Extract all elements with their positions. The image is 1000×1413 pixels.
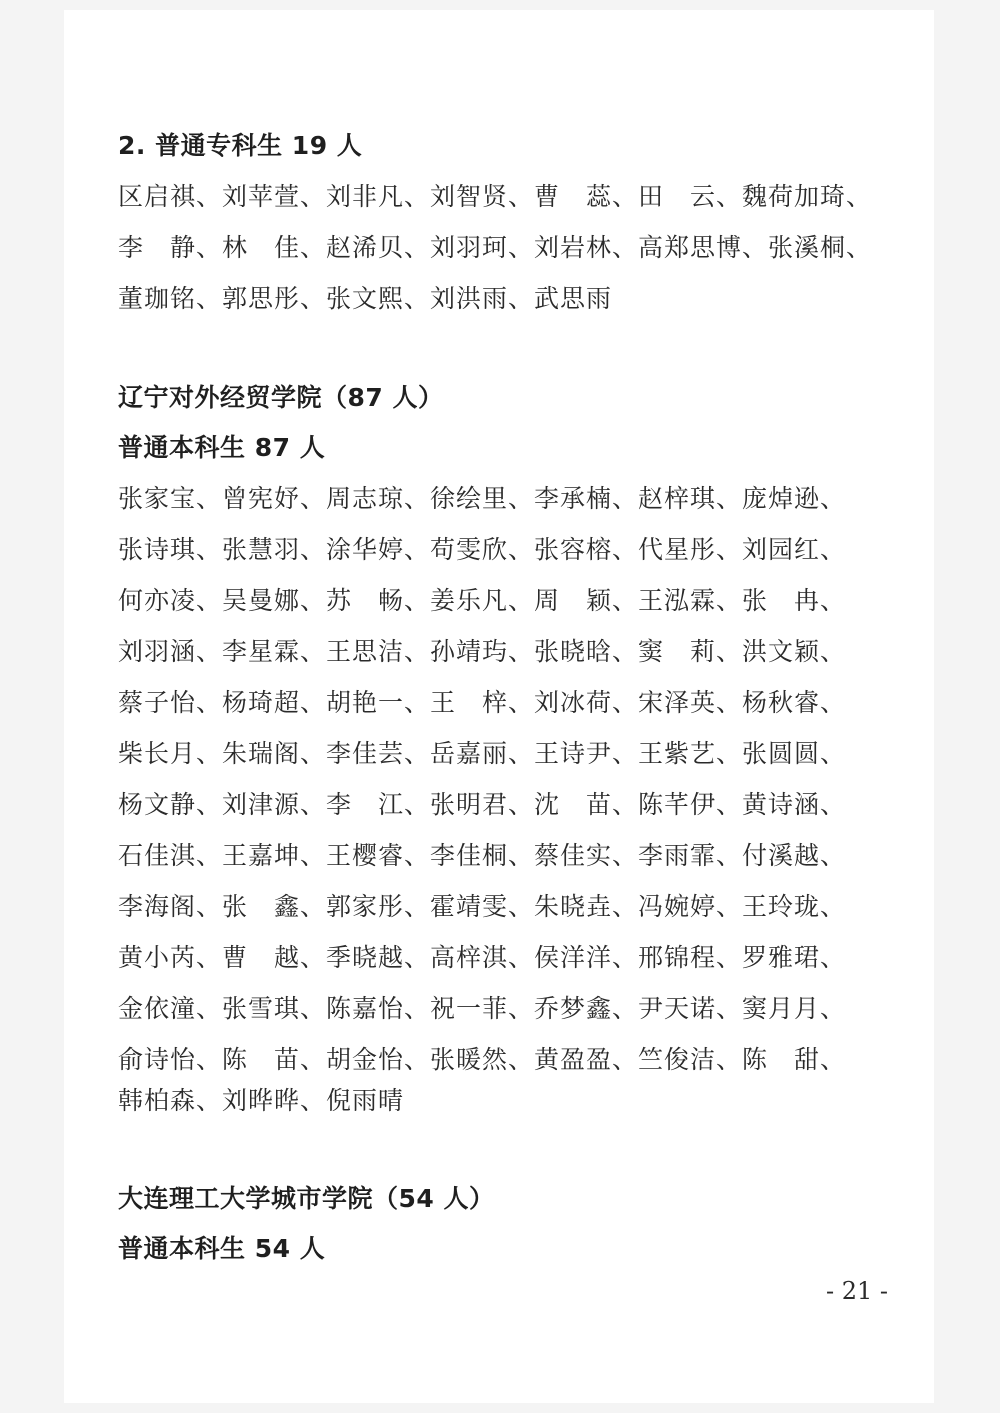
section1-names-line-1: 区启祺、刘苹萱、刘非凡、刘智贤、曹 蕊、田 云、魏荷加琦、 bbox=[118, 182, 873, 211]
section2-names-line-6: 柴长月、朱瑞阁、李佳芸、岳嘉丽、王诗尹、王紫艺、张圆圆、 bbox=[118, 739, 847, 768]
page-number: - 21 - bbox=[826, 1277, 889, 1305]
section2-names-line-8: 石佳淇、王嘉坤、王樱睿、李佳桐、蔡佳实、李雨霏、付溪越、 bbox=[118, 841, 847, 870]
section1-subheading: 2. 普通专科生 19 人 bbox=[118, 131, 363, 160]
section2-institution-heading: 辽宁对外经贸学院（87 人） bbox=[118, 383, 444, 412]
section2-names-line-13: 韩柏森、刘晔晔、倪雨晴 bbox=[118, 1086, 405, 1115]
section2-names-line-10: 黄小芮、曹 越、季晓越、高梓淇、侯洋洋、邢锦程、罗雅珺、 bbox=[118, 943, 847, 972]
section2-names-line-9: 李海阁、张 鑫、郭家彤、霍靖雯、朱晓垚、冯婉婷、王玲珑、 bbox=[118, 892, 847, 921]
section2-names-line-2: 张诗琪、张慧羽、涂华婷、苟雯欣、张容榕、代星彤、刘园红、 bbox=[118, 535, 847, 564]
section2-names-line-12: 俞诗怡、陈 苗、胡金怡、张暖然、黄盈盈、竺俊洁、陈 甜、 bbox=[118, 1045, 847, 1074]
section2-names-line-1: 张家宝、曾宪妤、周志琼、徐绘里、李承楠、赵梓琪、庞焯逊、 bbox=[118, 484, 847, 513]
section2-names-line-3: 何亦凌、吴曼娜、苏 畅、姜乐凡、周 颖、王泓霖、张 冉、 bbox=[118, 586, 847, 615]
section2-names-line-7: 杨文静、刘津源、李 江、张明君、沈 苗、陈芊伊、黄诗涵、 bbox=[118, 790, 847, 819]
section2-names-line-11: 金依潼、张雪琪、陈嘉怡、祝一菲、乔梦鑫、尹天诺、窦月月、 bbox=[118, 994, 847, 1023]
section3-institution-heading: 大连理工大学城市学院（54 人） bbox=[118, 1184, 495, 1213]
section2-names-line-5: 蔡子怡、杨琦超、胡艳一、王 梓、刘冰荷、宋泽英、杨秋睿、 bbox=[118, 688, 847, 717]
section1-names-line-2: 李 静、林 佳、赵浠贝、刘羽珂、刘岩林、高郑思博、张溪桐、 bbox=[118, 233, 873, 262]
section1-names-line-3: 董珈铭、郭思彤、张文熙、刘洪雨、武思雨 bbox=[118, 284, 613, 313]
section2-names-line-4: 刘羽涵、李星霖、王思洁、孙靖玙、张晓晗、窦 莉、洪文颖、 bbox=[118, 637, 847, 666]
section3-subheading: 普通本科生 54 人 bbox=[118, 1234, 326, 1263]
section2-subheading: 普通本科生 87 人 bbox=[118, 433, 326, 462]
